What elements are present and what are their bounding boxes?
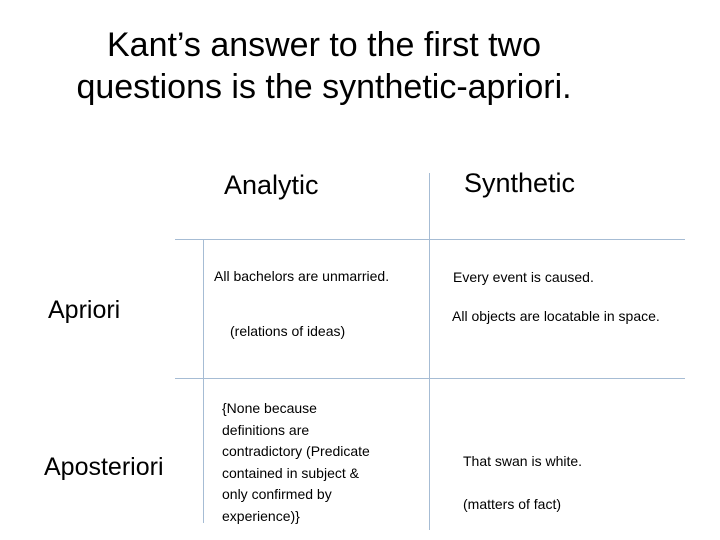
cell-aposteriori-analytic-line: contained in subject & <box>222 464 359 481</box>
vertical-rule-left <box>203 240 204 523</box>
row-header-apriori: Apriori <box>48 296 121 324</box>
cell-aposteriori-analytic-line: experience)} <box>222 507 300 524</box>
row-header-aposteriori: Aposteriori <box>44 453 164 481</box>
cell-aposteriori-synthetic-note: (matters of fact) <box>463 496 562 512</box>
column-header-analytic: Analytic <box>224 170 319 200</box>
vertical-rule-middle <box>429 173 430 530</box>
cell-aposteriori-analytic <box>222 398 370 527</box>
cell-apriori-synthetic-example-1: Every event is caused. <box>453 269 594 285</box>
cell-aposteriori-analytic-line: {None because <box>222 400 317 416</box>
title-line-1: Kant’s answer to the first two <box>106 26 541 64</box>
column-header-synthetic: Synthetic <box>464 168 576 198</box>
cell-aposteriori-analytic-line: only confirmed by <box>222 486 332 502</box>
cell-apriori-analytic-note: (relations of ideas) <box>230 323 346 339</box>
cell-aposteriori-synthetic-example: That swan is white. <box>463 453 583 469</box>
title-line-2: questions is the synthetic-apriori. <box>76 68 572 106</box>
cell-apriori-analytic-example: All bachelors are unmarried. <box>214 268 390 284</box>
horizontal-rule-top <box>175 239 685 240</box>
slide-title <box>0 24 648 108</box>
cell-apriori-synthetic-example-2: All objects are locatable in space. <box>452 308 660 324</box>
cell-aposteriori-analytic-line: contradictory (Predicate <box>222 443 370 459</box>
horizontal-rule-middle <box>175 378 685 379</box>
cell-aposteriori-analytic-line: definitions are <box>222 421 310 438</box>
